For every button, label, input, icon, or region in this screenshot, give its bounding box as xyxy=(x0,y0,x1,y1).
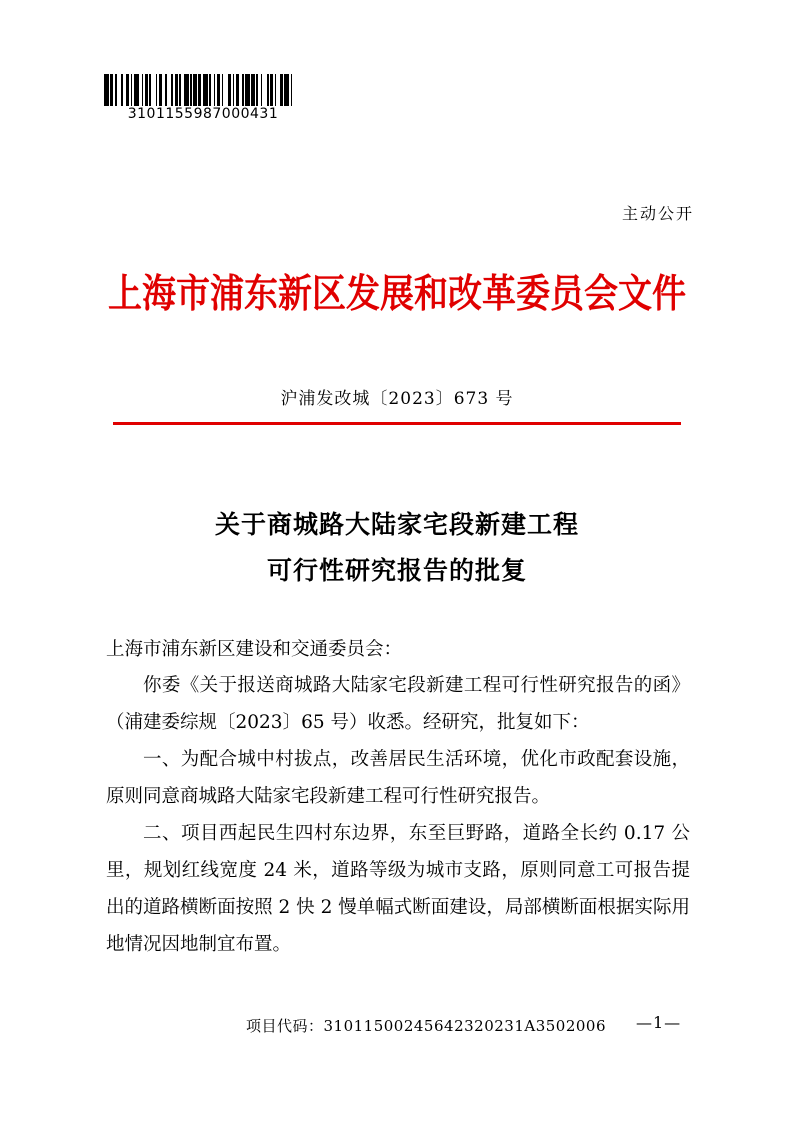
barcode-number: 3101155987000431 xyxy=(127,106,279,122)
paragraph-2: 一、为配合城中村拔点，改善居民生活环境，优化市政配套设施，原则同意商城路大陆家宅段新建工程可行性研究报告。 xyxy=(106,749,690,807)
red-divider-line xyxy=(113,422,681,425)
barcode xyxy=(104,74,296,106)
paragraph-3: 二、项目西起民生四村东边界，东至巨野路，道路全长约 0.17 公里，规划红线宽度 24 米，道路等级为城市支路，原则同意工可报告提出的道路横断面按照 2 快 2 慢单幅式断面建设，局部横断面根据实际用地情况因地制宜布置。 xyxy=(106,823,690,955)
document-title-line-1: 关于商城路大陆家宅段新建工程 xyxy=(214,510,579,539)
document-number: 沪浦发改城〔2023〕673 号 xyxy=(280,389,514,409)
paragraph-1: 你委《关于报送商城路大陆家宅段新建工程可行性研究报告的函》（浦建委综规〔2023〕65 号）收悉。经研究，批复如下： xyxy=(106,675,690,733)
body-text xyxy=(106,667,690,963)
page-number: —1— xyxy=(636,1013,682,1032)
document-title-line-2: 可行性研究报告的批复 xyxy=(266,556,527,585)
salutation: 上海市浦东新区建设和交通委员会： xyxy=(106,639,403,660)
barcode-space xyxy=(292,74,295,106)
project-code: 项目代码：31011500245642320231A3502006 xyxy=(246,1017,607,1035)
document-header-title: 上海市浦东新区发展和改革委员会文件 xyxy=(108,271,686,318)
disclosure-label: 主动公开 xyxy=(621,204,694,223)
